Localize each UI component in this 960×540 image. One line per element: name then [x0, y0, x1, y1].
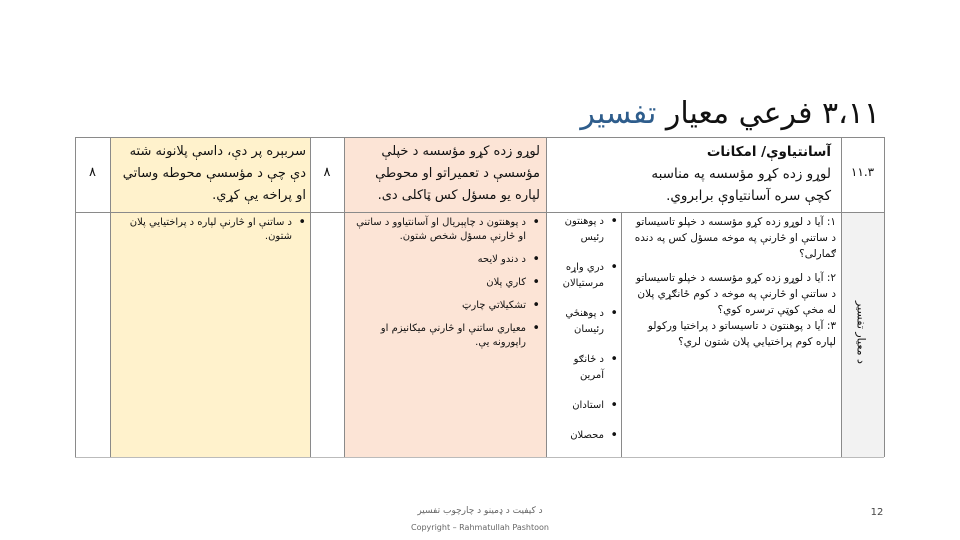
source-item: • د پوهنځي رئيسان: [552, 306, 618, 338]
col-line-2: [110, 137, 111, 457]
col-line-8: [884, 137, 885, 457]
row1-text: لوړو زده کړو مؤسسه په مناسبه کچې سره آسانتياوې برابروي.: [651, 166, 831, 204]
mid-bullet: • د پوهنتون د چاپېريال او آسانتياوو د ساتنې او څارنې مسؤل شخص شتون.: [350, 216, 540, 244]
source-item: • د پوهنتون رئيس: [552, 214, 618, 246]
col-line-1: [75, 137, 76, 457]
question-3: ۳: آيا د پوهنتون د تاسيساتو د پراختيا ورکولو لپاره کوم پراختيايي پلان شتون لري؟: [647, 320, 836, 348]
mid-bullet: • د دندو لايحه: [350, 253, 540, 267]
footer-title: د کيفيت د ډمينو د چارچوب تفسير: [417, 506, 543, 516]
row1-heading: آسانتياوې/ امکانات: [706, 144, 831, 160]
table-bottom-border: [75, 457, 884, 458]
question-1: ۱: آيا د لوړو زده کړو مؤسسه د خپلو تاسيساتو د ساتنې او څارنې په موخه مسؤل کس په دنده ګمارلی؟: [634, 216, 836, 260]
col-line-5: [546, 137, 547, 457]
left-bullet: • د ساتنې او څارنې لپاره د پراختيايي پلان شتون.: [116, 216, 306, 244]
title-accent: تفسير: [580, 96, 657, 131]
row1-number: ۱۱.۳: [850, 165, 875, 179]
row2-questions: [628, 214, 836, 350]
page-number: 12: [870, 507, 884, 518]
row2-left-bullets: [116, 216, 306, 253]
mid-bullet: • تشکيلاتي چارټ: [350, 299, 540, 313]
row1-criterion: [631, 141, 831, 207]
source-item: • دري واړه مرستيالان: [552, 260, 618, 292]
table-row-divider: [75, 212, 884, 213]
source-item: • استادان: [552, 398, 618, 414]
slide-title: [580, 96, 880, 132]
table-top-border: [75, 137, 884, 138]
col-line-3: [310, 137, 311, 457]
row2-mid-bullets: [350, 216, 540, 359]
row1-mid-text: لوړو زده کړو مؤسسه د خپلې مؤسسې د تعميراتو او محوطې لپاره يو مسؤل کس ټاکلی دی.: [375, 144, 540, 203]
row2-vertical-label: د معيار تفسير: [854, 301, 868, 364]
col-line-6: [621, 212, 622, 457]
col-line-4: [344, 137, 345, 457]
row1-left-score: ۸: [89, 165, 96, 180]
footer-copyright: Copyright – Rahmatullah Pashtoon: [411, 523, 549, 532]
title-main: ۳،۱۱ فرعي معيار: [665, 96, 880, 131]
col-line-7: [841, 137, 842, 457]
source-item: • د ځانګو آمرين: [552, 352, 618, 384]
mid-bullet: • کاري پلان: [350, 276, 540, 290]
row1-mid-score: ۸: [323, 165, 331, 180]
row1-left-text: سربېره پر دې، داسې پلانونه شته دې چې د مؤسسې محوطه وساتي او پراخه يې کړي.: [122, 144, 306, 203]
question-2: ۲: آيا د لوړو زده کړو مؤسسه د خپلو تاسيساتو د ساتنې او څارنې په موخه د کوم ځانګړي پلان له مخې کوټې ترسره کوي؟: [635, 272, 836, 316]
mid-bullet: • معياري ساتنې او څارنې ميکانيزم او راپورونه يې.: [350, 322, 540, 350]
row2-sources: [552, 214, 618, 453]
source-item: • محصلان: [552, 428, 618, 444]
